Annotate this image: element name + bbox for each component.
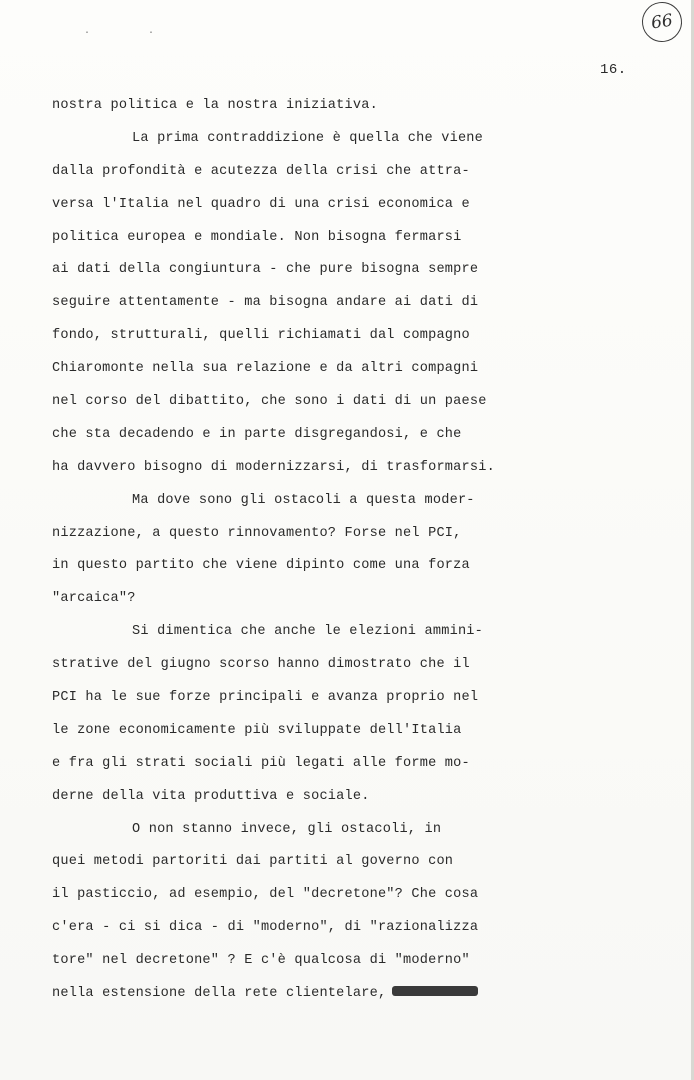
text-line: politica europea e mondiale. Non bisogna fermarsi xyxy=(52,229,462,245)
text-line: "arcaica"? xyxy=(52,591,136,607)
body-text xyxy=(52,90,495,1011)
text-line: il pasticcio, ad esempio, del "decretone"? Che cosa xyxy=(52,887,479,903)
text-line: in questo partito che viene dipinto come una forza xyxy=(52,558,470,574)
folio-number-text: 66 xyxy=(649,10,675,34)
text-line: e fra gli strati sociali più legati alle forme mo- xyxy=(52,755,470,771)
text-line: ha davvero bisogno di modernizzarsi, di trasformarsi. xyxy=(52,459,495,475)
text-line: dalla profondità e acutezza della crisi che attra- xyxy=(52,163,470,179)
text-line: ai dati della congiuntura - che pure bisogna sempre xyxy=(52,262,479,278)
page-number: 16. xyxy=(600,62,627,78)
text-line: quei metodi partoriti dai partiti al governo con xyxy=(52,854,454,870)
text-line: nizzazione, a questo rinnovamento? Forse nel PCI, xyxy=(52,525,462,541)
text-line: nostra politica e la nostra iniziativa. xyxy=(52,98,378,113)
text-line: seguire attentamente - ma bisogna andare ai dati di xyxy=(52,295,479,311)
text-line: fondo, strutturali, quelli richiamati dal compagno xyxy=(52,328,470,344)
text-line: La prima contraddizione è quella che viene xyxy=(132,130,484,146)
text-line: c'era - ci si dica - di "moderno", di "razionalizza xyxy=(52,920,479,936)
text-line: le zone economicamente più sviluppate dell'Italia xyxy=(52,722,462,738)
text-line: strative del giugno scorso hanno dimostrato che il xyxy=(52,657,470,673)
text-line: O non stanno invece, gli ostacoli, in xyxy=(132,821,442,837)
text-line: nel corso del dibattito, che sono i dati di un paese xyxy=(52,394,487,410)
text-line: tore" nel decretone" ? E c'è qualcosa di "moderno" xyxy=(52,953,470,969)
text-line: PCI ha le sue forze principali e avanza proprio nel xyxy=(52,690,479,706)
struck-out-text xyxy=(392,986,478,996)
text-line: Ma dove sono gli ostacoli a questa moder- xyxy=(132,492,475,508)
text-line: che sta decadendo e in parte disgregandosi, e che xyxy=(52,426,462,442)
handwritten-folio-number xyxy=(639,0,684,45)
text-line: Chiaromonte nella sua relazione e da altri compagni xyxy=(52,361,479,377)
text-line: versa l'Italia nel quadro di una crisi economica e xyxy=(52,196,470,212)
text-line: nella estensione della rete clientelare, xyxy=(52,978,492,1011)
text-line: Si dimentica che anche le elezioni ammini- xyxy=(132,624,484,640)
text-line: derne della vita produttiva e sociale. xyxy=(52,788,370,804)
ink-specks: · · xyxy=(84,28,181,39)
